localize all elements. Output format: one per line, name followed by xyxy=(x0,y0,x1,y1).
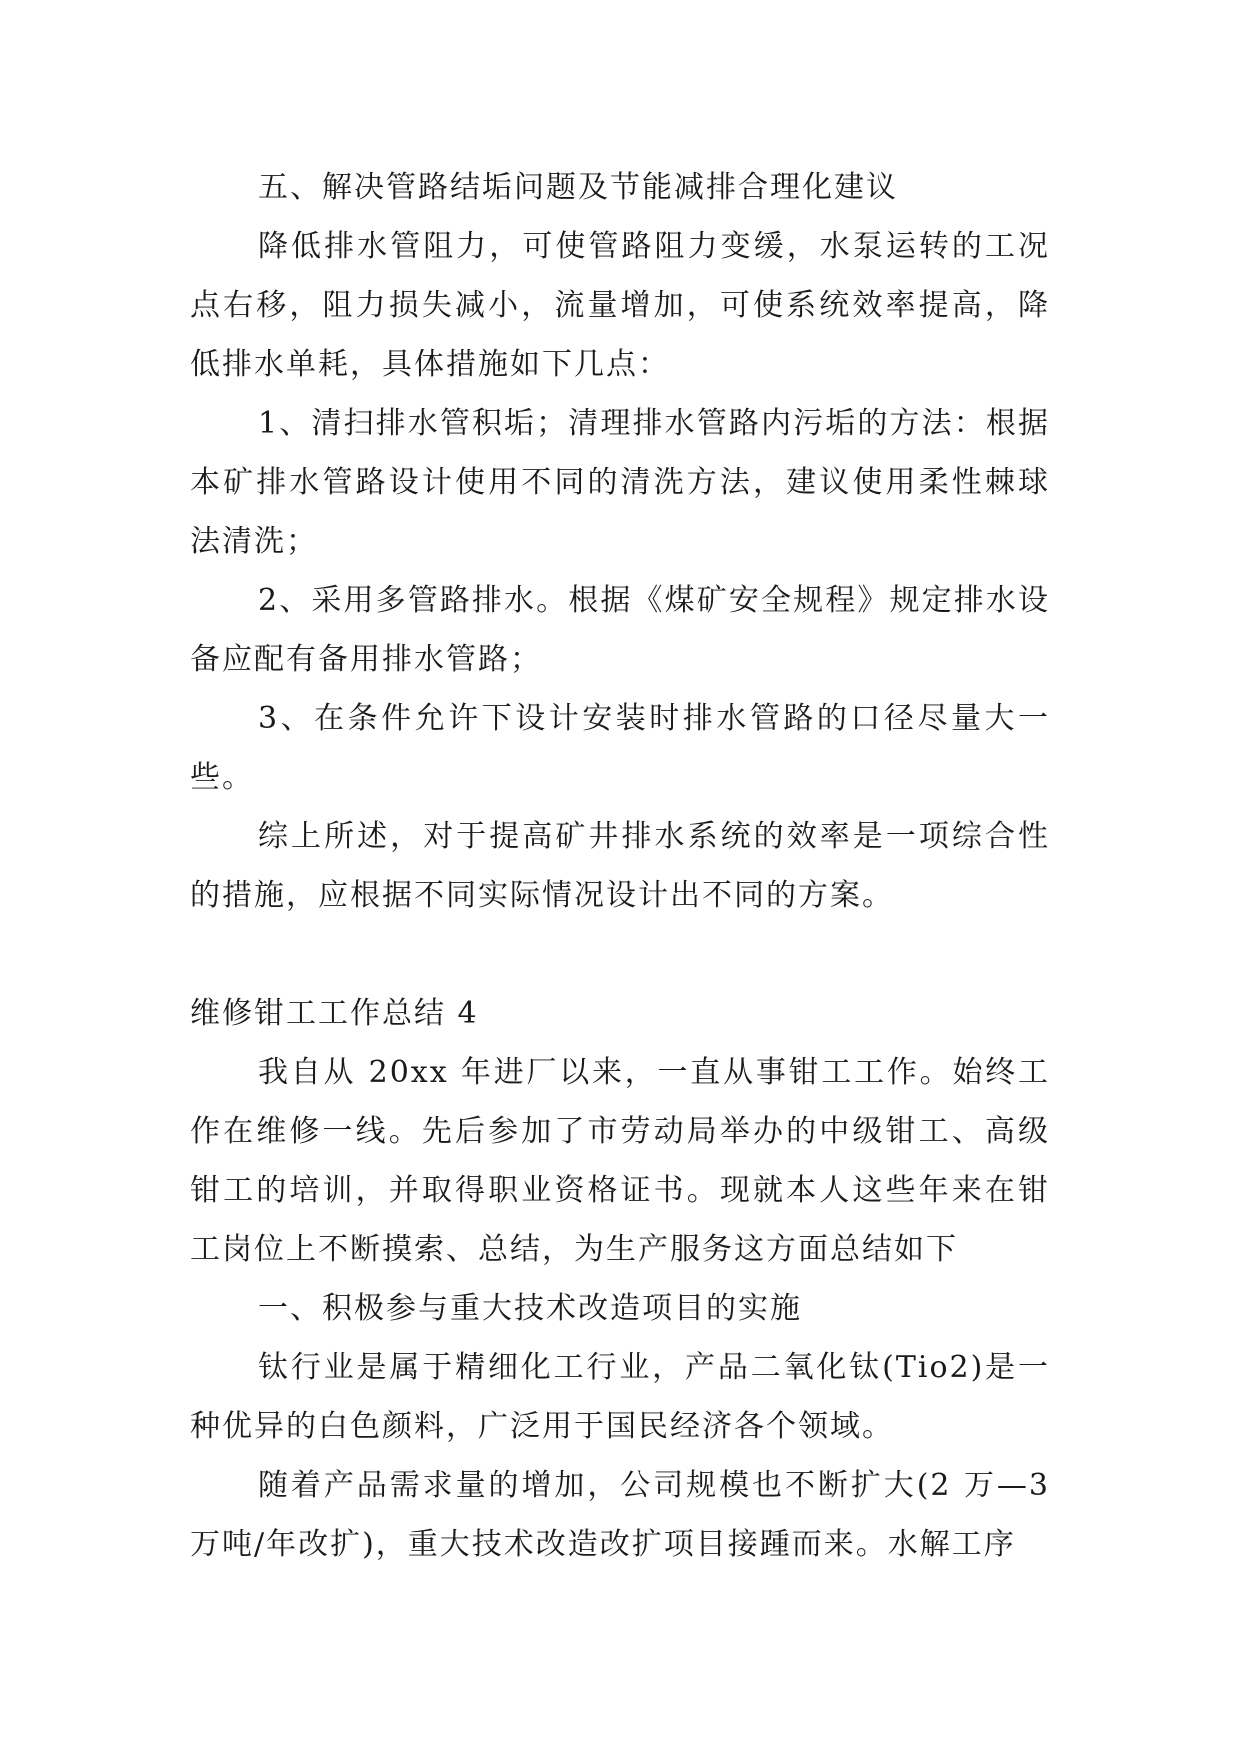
section-five-intro: 降低排水管阻力，可使管路阻力变缓，水泵运转的工况点右移，阻力损失减小，流量增加，可使系统效率提高，降低排水单耗，具体措施如下几点： xyxy=(190,229,1050,382)
summary-four-title: 维修钳工工作总结 4 xyxy=(190,996,479,1031)
summary-four-subheading: 一、积极参与重大技术改造项目的实施 xyxy=(258,1291,802,1326)
summary-four-paragraph-1: 钛行业是属于精细化工行业，产品二氧化钛(Tio2)是一种优异的白色颜料，广泛用于国民经济各个领域。 xyxy=(190,1350,1050,1444)
section-five-conclusion: 综上所述，对于提高矿井排水系统的效率是一项综合性的措施，应根据不同实际情况设计出不同的方案。 xyxy=(190,819,1050,913)
section-five-item-3: 3、在条件允许下设计安装时排水管路的口径尽量大一些。 xyxy=(190,701,1050,795)
document-body xyxy=(190,158,1050,1574)
section-five-heading: 五、解决管路结垢问题及节能减排合理化建议 xyxy=(258,170,898,205)
section-five-item-1: 1、清扫排水管积垢；清理排水管路内污垢的方法：根据本矿排水管路设计使用不同的清洗方法，建议使用柔性棘球法清洗； xyxy=(190,406,1050,559)
section-spacer xyxy=(190,925,1050,984)
summary-four-paragraph-2: 随着产品需求量的增加，公司规模也不断扩大(2 万—3 万吨/年改扩)，重大技术改造改扩项目接踵而来。水解工序 xyxy=(190,1468,1050,1562)
section-five-item-2: 2、采用多管路排水。根据《煤矿安全规程》规定排水设备应配有备用排水管路； xyxy=(190,583,1050,677)
summary-four-opening: 我自从 20xx 年进厂以来，一直从事钳工工作。始终工作在维修一线。先后参加了市劳动局举办的中级钳工、高级钳工的培训，并取得职业资格证书。现就本人这些年来在钳工岗位上不断摸索、总结，为生产服务这方面总结如下 xyxy=(190,1055,1050,1267)
